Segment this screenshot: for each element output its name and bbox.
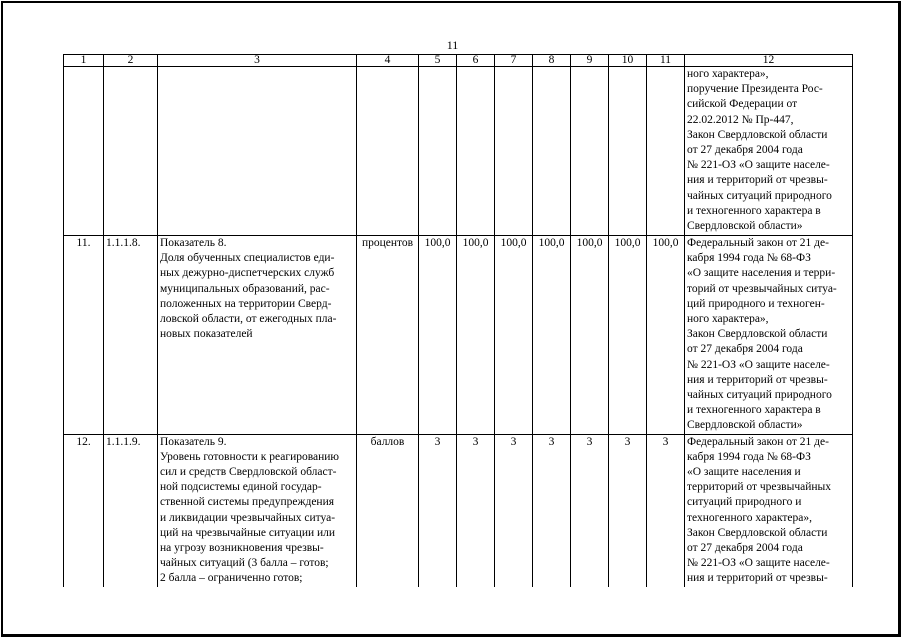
page-number: 11 — [446, 38, 459, 52]
col-header: 12 — [685, 55, 853, 67]
legal-basis-line: «О защите населения и терри- — [687, 267, 836, 280]
legal-basis-cell — [685, 67, 853, 236]
legal-basis-line: ситуаций природного и — [687, 496, 802, 509]
col-header: 5 — [419, 55, 457, 67]
legal-basis-line: № 221-ОЗ «О защите населе- — [687, 557, 830, 570]
value-cell — [647, 67, 685, 236]
legal-basis-line: ного характера», — [687, 68, 769, 80]
legal-basis-line: и техногенного характера в — [687, 204, 821, 217]
table-row — [64, 67, 853, 236]
row-number-cell: 11. — [64, 236, 104, 435]
legal-basis-cell — [685, 434, 853, 587]
value-cell — [495, 67, 533, 236]
indicator-name-cell — [158, 434, 357, 587]
legal-basis-line: Федеральный закон от 21 де- — [687, 435, 829, 448]
table-row — [64, 434, 853, 587]
value-cell — [457, 67, 495, 236]
value-cell: 3 — [457, 434, 495, 587]
value-cell: 3 — [533, 434, 571, 587]
value-cell: 100,0 — [571, 236, 609, 435]
value-cell — [571, 67, 609, 236]
indicator-name-cell — [158, 67, 357, 236]
indicator-name-line: Доля обученных специалистов еди- — [160, 252, 335, 265]
row-code-cell: 1.1.1.9. — [104, 434, 158, 587]
value-cell: 3 — [495, 434, 533, 587]
legal-basis-line: ния и территорий от чрезвы- — [687, 174, 828, 187]
legal-basis-line: Закон Свердловской области — [687, 128, 828, 141]
legal-basis-line: территорий от чрезвычайных — [687, 481, 831, 494]
indicator-name-line: новых показателей — [160, 328, 253, 341]
row-number-cell — [64, 67, 104, 236]
legal-basis-line: чайных ситуаций природного — [687, 189, 832, 202]
indicator-name-line: положенных на территории Сверд- — [160, 297, 332, 310]
indicator-name-line: ных дежурно-диспетчерских служб — [160, 267, 335, 280]
legal-basis-line: поручение Президента Рос- — [687, 83, 823, 96]
unit-cell — [357, 67, 419, 236]
col-header: 2 — [104, 55, 158, 67]
value-cell: 3 — [647, 434, 685, 587]
indicator-name-cell — [158, 236, 357, 435]
value-cell: 3 — [571, 434, 609, 587]
col-header: 8 — [533, 55, 571, 67]
indicator-name-line: 2 балла – ограниченно готов; — [160, 572, 303, 585]
table-row — [64, 236, 853, 435]
indicator-name-line: ной подсистемы единой государ- — [160, 481, 322, 494]
col-header: 6 — [457, 55, 495, 67]
row-number-cell: 12. — [64, 434, 104, 587]
value-cell: 100,0 — [457, 236, 495, 435]
legal-basis-line: Свердловской области» — [687, 419, 803, 432]
value-cell — [533, 67, 571, 236]
col-header: 3 — [158, 55, 357, 67]
legal-basis-line: № 221-ОЗ «О защите населе- — [687, 159, 830, 172]
value-cell: 3 — [419, 434, 457, 587]
legal-basis-line: сийской Федерации от — [687, 98, 798, 111]
col-header: 1 — [64, 55, 104, 67]
legal-basis-line: чайных ситуаций природного — [687, 389, 832, 402]
value-cell — [419, 67, 457, 236]
indicator-name-line: и ликвидации чрезвычайных ситуа- — [160, 511, 336, 524]
indicator-name-line: ций на чрезвычайные ситуации или — [160, 526, 336, 539]
col-header: 11 — [647, 55, 685, 67]
legal-basis-cell — [685, 236, 853, 435]
indicator-name-line: Уровень готовности к реагированию — [160, 450, 340, 463]
legal-basis-line: ния и территорий от чрезвы- — [687, 572, 828, 585]
value-cell: 100,0 — [647, 236, 685, 435]
row-code-cell: 1.1.1.8. — [104, 236, 158, 435]
col-header: 7 — [495, 55, 533, 67]
legal-basis-line: от 27 декабря 2004 года — [687, 542, 803, 555]
value-cell: 100,0 — [609, 236, 647, 435]
indicator-name-line: муниципальных образований, рас- — [160, 282, 330, 295]
column-number-row — [64, 55, 853, 67]
value-cell: 100,0 — [495, 236, 533, 435]
indicator-name-line: Показатель 8. — [160, 237, 227, 249]
legal-basis-line: ций природного и техноген- — [687, 297, 825, 310]
unit-cell: процентов — [357, 236, 419, 435]
legal-basis-line: Закон Свердловской области — [687, 526, 828, 539]
indicator-name-line: ственной системы предупреждения — [160, 496, 335, 509]
col-header: 9 — [571, 55, 609, 67]
legal-basis-line: от 27 декабря 2004 года — [687, 144, 803, 157]
legal-basis-line: и техногенного характера в — [687, 404, 821, 417]
indicator-name-line: на угрозу возникновения чрезвы- — [160, 542, 324, 555]
legal-basis-line: от 27 декабря 2004 года — [687, 343, 803, 356]
row-code-cell — [104, 67, 158, 236]
legal-basis-line: Закон Свердловской области — [687, 328, 828, 341]
indicator-name-line: сил и средств Свердловской област- — [160, 466, 337, 479]
legal-basis-line: кабря 1994 года № 68-ФЗ — [687, 450, 811, 463]
legal-basis-line: ния и территорий от чрезвы- — [687, 373, 828, 386]
legal-basis-line: торий от чрезвычайных ситуа- — [687, 282, 837, 295]
indicators-table — [63, 54, 853, 587]
legal-basis-line: № 221-ОЗ «О защите населе- — [687, 358, 830, 371]
legal-basis-line: техногенного характера», — [687, 511, 813, 524]
value-cell: 3 — [609, 434, 647, 587]
col-header: 10 — [609, 55, 647, 67]
legal-basis-line: Федеральный закон от 21 де- — [687, 237, 829, 249]
legal-basis-line: 22.02.2012 № Пр-447, — [687, 113, 794, 126]
legal-basis-line: ного характера», — [687, 313, 769, 326]
legal-basis-line: кабря 1994 года № 68-ФЗ — [687, 252, 811, 265]
unit-cell: баллов — [357, 434, 419, 587]
indicator-name-line: Показатель 9. — [160, 435, 227, 448]
legal-basis-line: «О защите населения и — [687, 466, 801, 479]
indicator-name-line: чайных ситуаций (3 балла – готов; — [160, 557, 329, 570]
value-cell — [609, 67, 647, 236]
legal-basis-line: Свердловской области» — [687, 220, 803, 233]
indicator-name-line: ловской области, от ежегодных пла- — [160, 313, 337, 326]
col-header: 4 — [357, 55, 419, 67]
value-cell: 100,0 — [419, 236, 457, 435]
value-cell: 100,0 — [533, 236, 571, 435]
